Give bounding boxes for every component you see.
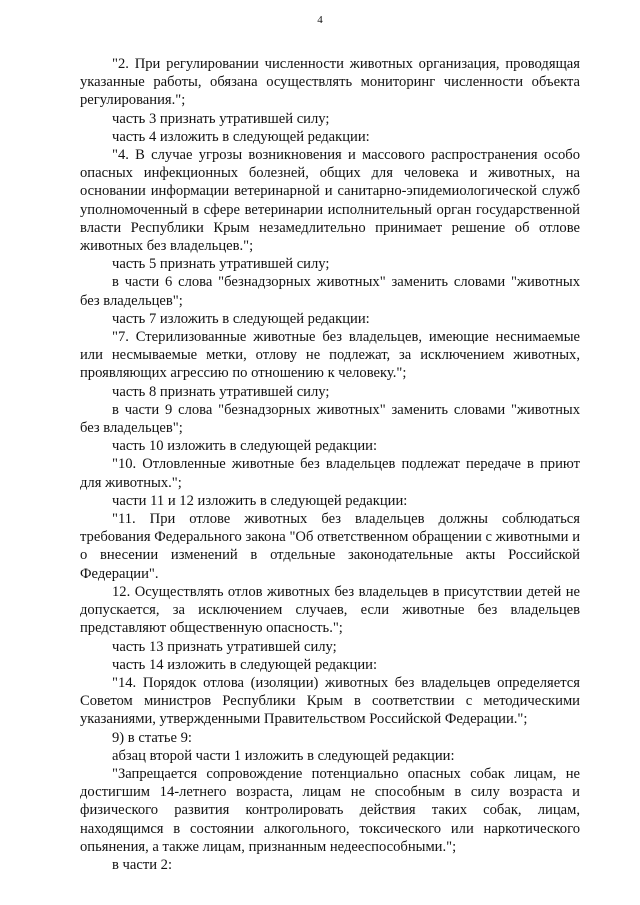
paragraph: "4. В случае угрозы возникновения и массового распространения особо опасных инфекционных болезней, общих для человека и животных, на основании информации ветеринарной и санитарно-эпидемиологической служб уполномоченный в сфере ветеринарии исполнительный орган государственной власти Республики Крым незамедлительно принимает решение об отлове животных без владельцев."; — [80, 147, 580, 255]
paragraph: "2. При регулировании численности животных организация, проводящая указанные работы, обязана осуществлять мониторинг численности объекта регулирования."; — [80, 56, 580, 109]
paragraph: в части 9 слова "безнадзорных животных" заменить словами "животных без владельцев"; — [80, 401, 580, 437]
page-number: 4 — [317, 14, 323, 26]
paragraph: 12. Осуществлять отлов животных без владельцев в присутствии детей не допускается, за исключением случаев, если животные без владельцев представляют общественную опасность."; — [80, 583, 580, 637]
document-body — [80, 55, 580, 874]
paragraph: часть 3 признать утратившей силу; — [112, 110, 330, 127]
paragraph: часть 13 признать утратившей силу; — [112, 638, 337, 655]
paragraph: часть 8 признать утратившей силу; — [112, 383, 330, 400]
paragraph: "14. Порядок отлова (изоляции) животных без владельцев определяется Советом министров Республики Крым в соответствии с методическими указаниями, утвержденными Правительством Российской Федерации."; — [80, 674, 580, 728]
paragraph: абзац второй части 1 изложить в следующей редакции: — [112, 747, 455, 764]
paragraph: "10. Отловленные животные без владельцев подлежат передаче в приют для животных."; — [80, 456, 580, 491]
paragraph: часть 7 изложить в следующей редакции: — [112, 310, 370, 327]
paragraph: в части 6 слова "безнадзорных животных" заменить словами "животных без владельцев"; — [80, 274, 580, 309]
paragraph: часть 5 признать утратившей силу; — [112, 256, 330, 273]
paragraph: "Запрещается сопровождение потенциально опасных собак лицам, не достигшим 14-летнего возраста, лицам не способным в силу возраста и физического развития контролировать действия таких собак, лицам, находящимся в состоянии алкогольного, токсического или наркотического опьянения, а также лицам, признанным недееспособными."; — [80, 765, 580, 855]
paragraph: "11. При отлове животных без владельцев должны соблюдаться требования Федерального закона "Об ответственном обращении с животными и о внесении изменений в отдельные законодательные акты Российской Федерации". — [80, 511, 580, 582]
paragraph: части 11 и 12 изложить в следующей редакции: — [112, 492, 408, 509]
paragraph: часть 10 изложить в следующей редакции: — [112, 438, 378, 455]
paragraph: в части 2: — [112, 856, 173, 873]
paragraph: часть 4 изложить в следующей редакции: — [112, 128, 370, 145]
paragraph: часть 14 изложить в следующей редакции: — [112, 656, 378, 673]
paragraph: "7. Стерилизованные животные без владельцев, имеющие неснимаемые или несмываемые метки, отлову не подлежат, за исключением животных, проявляющих агрессию по отношению к человеку."; — [80, 329, 580, 382]
paragraph: 9) в статье 9: — [112, 729, 192, 746]
